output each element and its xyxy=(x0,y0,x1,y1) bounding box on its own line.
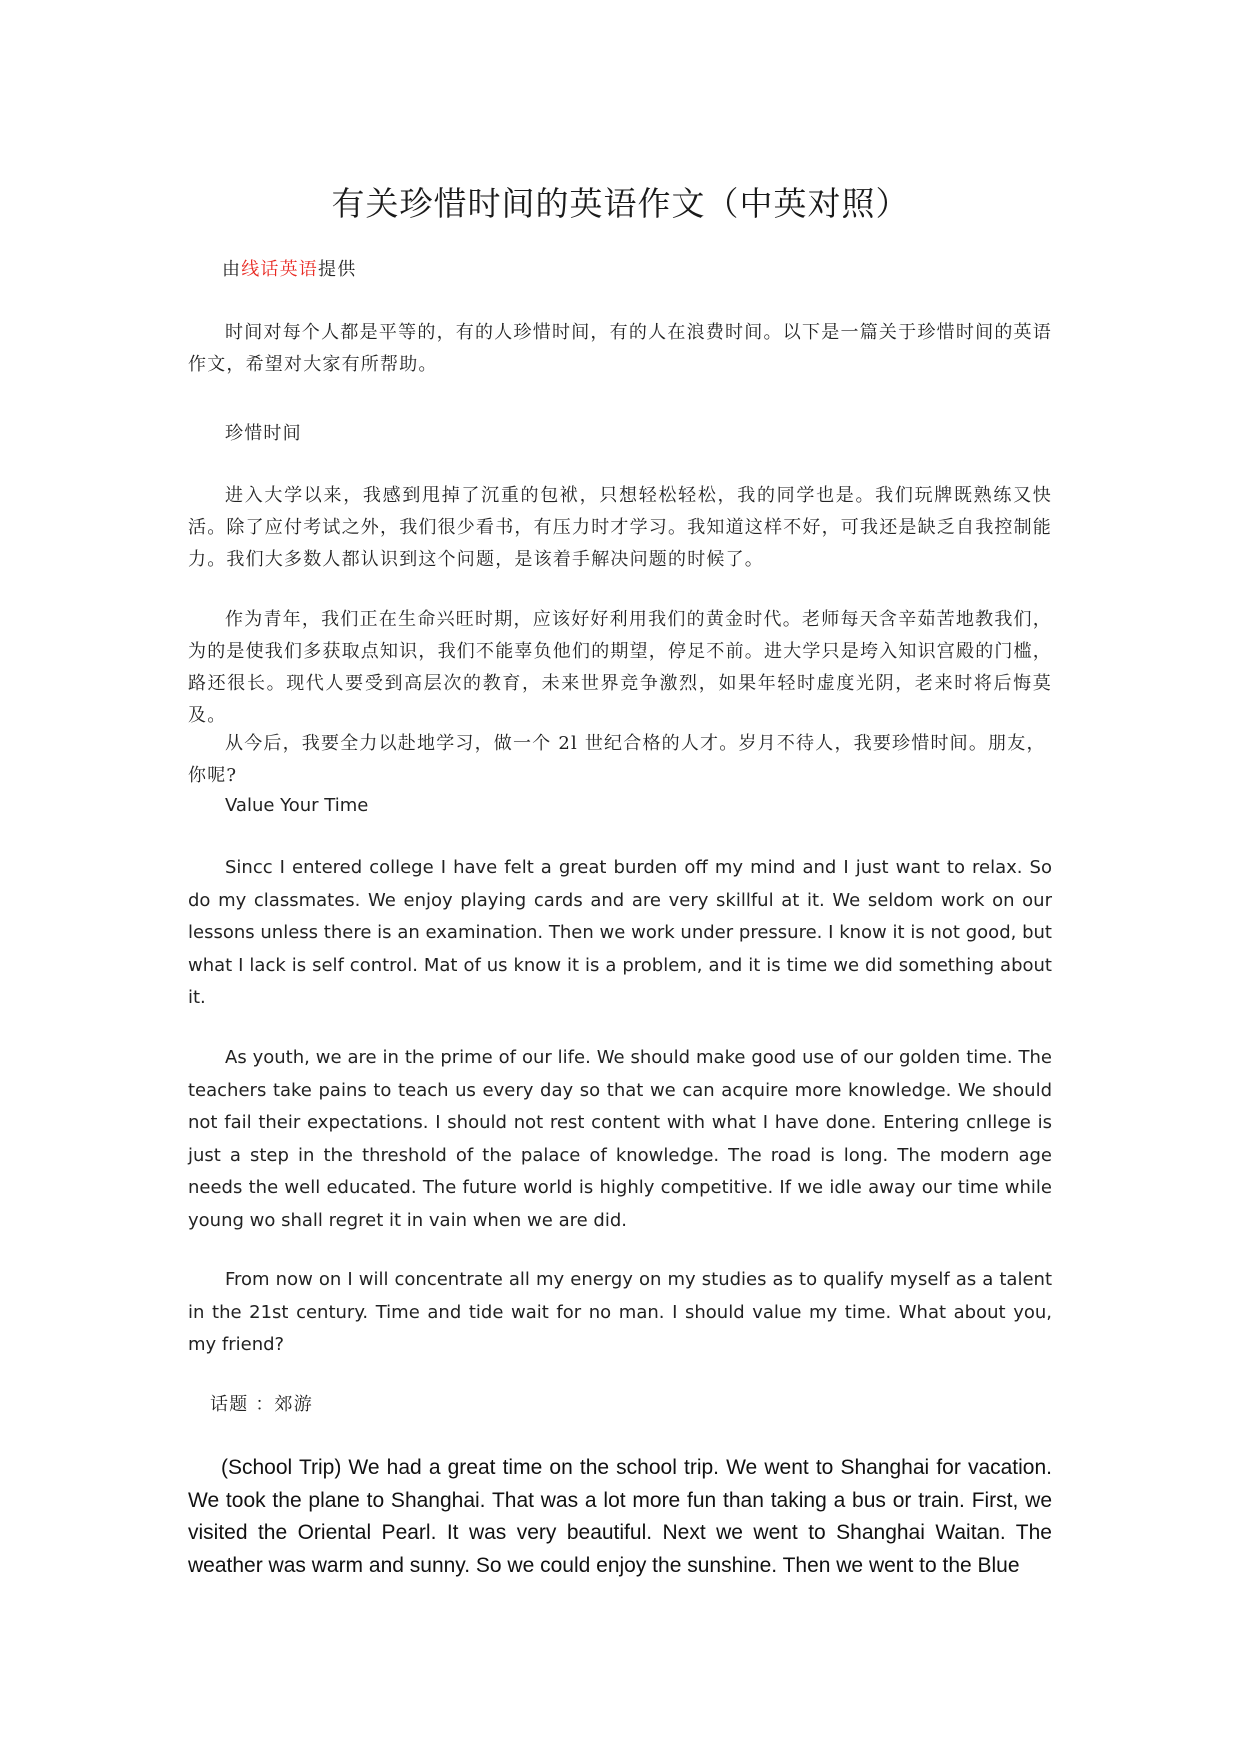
en-paragraph-1: Sincc I entered college I have felt a great burden off my mind and I just want to relax. So do my classmates. We enjoy playing cards and are very skillful at it. We seldom work on our lessons unless there is an examination. Then we work under pressure. I know it is not good, but what I lack is self control. Mat of us know it is a problem, and it is time we did something about it. xyxy=(188,857,1052,1008)
en-paragraph-2: As youth, we are in the prime of our life. We should make good use of our golden time. The teachers take pains to teach us every day so that we can acquire more knowledge. We should not fail their expectations. I should not rest content with what I have done. Entering cnllege is just a step in the threshold of the palace of knowledge. The road is long. The modern age needs the well educated. The future world is highly competitive. If we idle away our time while young wo shall regret it in vain when we are did. xyxy=(188,1047,1052,1231)
cn-paragraph-3: 从今后，我要全力以赴地学习，做一个 2l 世纪合格的人才。岁月不待人，我要珍惜时间。朋友，你呢? xyxy=(188,733,1046,786)
cn-heading: 珍惜时间 xyxy=(225,423,302,444)
intro-paragraph: 时间对每个人都是平等的，有的人珍惜时间，有的人在浪费时间。以下是一篇关于珍惜时间的英语作文，希望对大家有所帮助。 xyxy=(188,322,1052,375)
page-title: 有关珍惜时间的英语作文（中英对照） xyxy=(331,184,910,223)
topic-label: 话题 ：郊游 xyxy=(210,1394,313,1415)
provider-link[interactable]: 线话英语 xyxy=(241,259,319,280)
trip-paragraph: (School Trip) We had a great time on the school trip. We went to Shanghai for vacation. We took the plane to Shanghai. That was a lot more fun than taking a bus or train. First, we visited the Oriental Pearl. It was very beautiful. Next we went to Shanghai Waitan. The weather was warm and sunny. So we could enjoy the sunshine. Then we went to the Blue xyxy=(188,1456,1052,1577)
provider-prefix: 由 xyxy=(222,259,242,280)
cn-paragraph-2: 作为青年，我们正在生命兴旺时期，应该好好利用我们的黄金时代。老师每天含辛茹苦地教我们，为的是使我们多获取点知识，我们不能辜负他们的期望，停足不前。进大学只是垮入知识宫殿的门槛，路还很长。现代人要受到高层次的教育，未来世界竞争激烈，如果年轻时虚度光阴，老来时将后悔莫及。 xyxy=(188,609,1052,726)
provider-suffix: 提供 xyxy=(318,259,357,280)
en-paragraph-3: From now on I will concentrate all my energy on my studies as to qualify myself as a talent in the 21st century. Time and tide wait for no man. I should value my time. What about you, my friend? xyxy=(188,1269,1052,1355)
provider-line xyxy=(222,254,1086,286)
cn-paragraph-1: 进入大学以来，我感到甩掉了沉重的包袱，只想轻松轻松，我的同学也是。我们玩牌既熟练又快活。除了应付考试之外，我们很少看书，有压力时才学习。我知道这样不好，可我还是缺乏自我控制能力。我们大多数人都认识到这个问题，是该着手解决问题的时候了。 xyxy=(188,485,1052,570)
en-heading: Value Your Time xyxy=(225,795,369,816)
